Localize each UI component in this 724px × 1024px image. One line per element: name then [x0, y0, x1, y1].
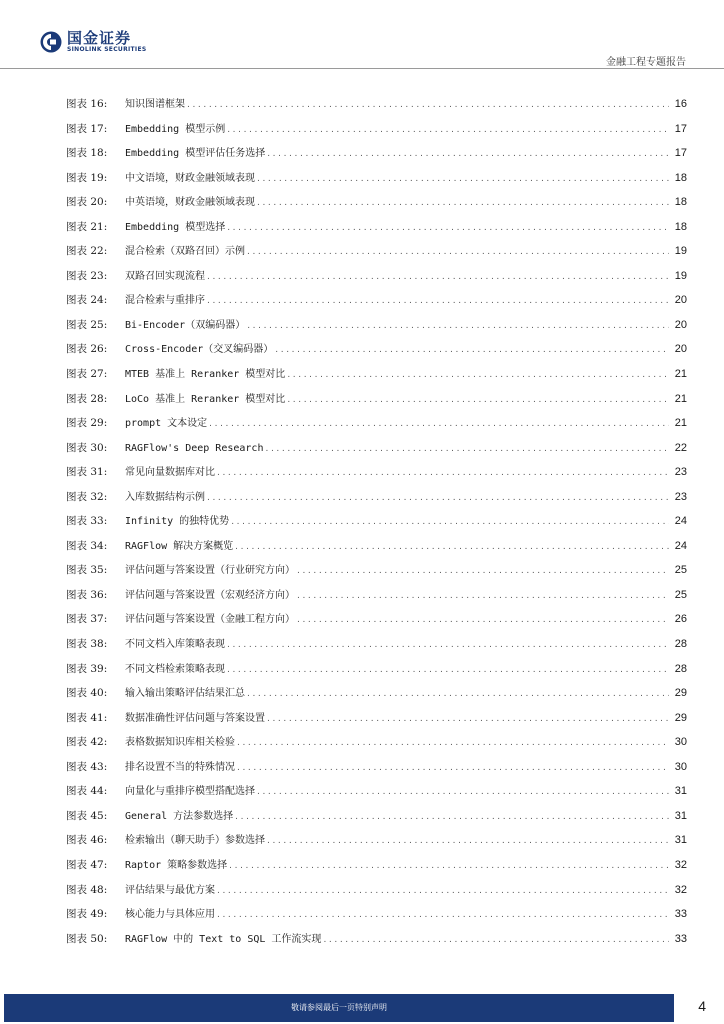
toc-entry-page: 28: [674, 662, 687, 675]
sinolink-logo-icon: [40, 31, 62, 53]
toc-entry-label: 图表 43:: [66, 760, 108, 773]
toc-entry-label: 图表 48:: [66, 883, 108, 896]
toc-entry[interactable]: [66, 485, 687, 510]
toc-entry-label: 图表 40:: [66, 687, 108, 700]
toc-entry-title[interactable]: 评估结果与最优方案: [125, 884, 215, 896]
toc-entry-label: 图表 33:: [66, 515, 108, 528]
toc-leader-dots: [323, 928, 669, 953]
toc-entry-label: 图表 30:: [66, 441, 108, 454]
toc-entry-label: 图表 31:: [66, 466, 108, 479]
toc-entry[interactable]: [66, 853, 687, 878]
toc-leader-dots: [257, 167, 669, 192]
toc-entry-page: 31: [674, 809, 687, 822]
toc-entry[interactable]: [66, 215, 687, 240]
toc-entry-page: 26: [674, 613, 687, 626]
toc-entry-title[interactable]: 核心能力与具体应用: [125, 909, 215, 921]
toc-entry-title[interactable]: LoCo 基准上 Reranker 模型对比: [125, 393, 286, 405]
toc-entry-label: 图表 17:: [66, 122, 108, 135]
toc-entry-page: 20: [674, 343, 687, 356]
toc-leader-dots: [235, 805, 669, 830]
toc-entry-page: 30: [674, 736, 687, 749]
toc-entry-label: 图表 29:: [66, 417, 108, 430]
toc-entry-title[interactable]: 混合检索（双路召回）示例: [125, 246, 245, 258]
toc-entry[interactable]: [66, 190, 687, 215]
toc-leader-dots: [227, 658, 669, 683]
toc-entry-title[interactable]: 数据准确性评估问题与答案设置: [125, 712, 265, 724]
toc-entry-title[interactable]: 评估问题与答案设置（行业研究方向）: [125, 565, 295, 577]
toc-entry[interactable]: [66, 288, 687, 313]
toc-entry[interactable]: [66, 902, 687, 927]
toc-entry[interactable]: [66, 828, 687, 853]
toc-entry-title[interactable]: RAGFlow 中的 Text to SQL 工作流实现: [125, 933, 322, 945]
toc-leader-dots: [237, 756, 669, 781]
toc-entry[interactable]: [66, 436, 687, 461]
toc-entry-page: 18: [674, 171, 687, 184]
toc-entry-label: 图表 26:: [66, 343, 108, 356]
toc-entry[interactable]: [66, 804, 687, 829]
toc-entry-page: 24: [674, 515, 687, 528]
table-of-figures: [66, 92, 687, 951]
toc-entry-page: 33: [674, 932, 687, 945]
toc-entry-label: 图表 36:: [66, 588, 108, 601]
toc-entry-page: 19: [674, 269, 687, 282]
toc-entry[interactable]: [66, 607, 687, 632]
toc-leader-dots: [235, 535, 669, 560]
toc-entry-label: 图表 38:: [66, 638, 108, 651]
logo-english-name: SINOLINK SECURITIES: [67, 46, 147, 53]
toc-entry-page: 17: [674, 122, 687, 135]
toc-leader-dots: [217, 461, 669, 486]
toc-leader-dots: [187, 93, 669, 118]
toc-leader-dots: [227, 118, 669, 143]
toc-entry-title[interactable]: 评估问题与答案设置（金融工程方向）: [125, 614, 295, 626]
toc-leader-dots: [257, 191, 669, 216]
toc-leader-dots: [287, 388, 669, 413]
toc-entry-label: 图表 27:: [66, 368, 108, 381]
toc-entry-label: 图表 50:: [66, 932, 108, 945]
toc-entry-title[interactable]: 中文语境，财政金融领域表现: [125, 172, 255, 184]
toc-entry[interactable]: [66, 141, 687, 166]
toc-entry-page: 29: [674, 687, 687, 700]
toc-entry-title[interactable]: 排名设置不当的特殊情况: [125, 761, 235, 773]
toc-entry-page: 20: [674, 294, 687, 307]
toc-entry-label: 图表 37:: [66, 613, 108, 626]
toc-entry-page: 31: [674, 834, 687, 847]
toc-entry-title[interactable]: 入库数据结构示例: [125, 491, 205, 503]
toc-entry-page: 23: [674, 466, 687, 479]
toc-leader-dots: [247, 682, 669, 707]
toc-entry[interactable]: [66, 362, 687, 387]
toc-leader-dots: [267, 829, 669, 854]
toc-entry-label: 图表 28:: [66, 392, 108, 405]
toc-entry-title[interactable]: General 方法参数选择: [125, 810, 234, 822]
toc-leader-dots: [267, 142, 669, 167]
toc-entry-page: 30: [674, 760, 687, 773]
toc-entry-page: 28: [674, 638, 687, 651]
toc-leader-dots: [265, 437, 669, 462]
toc-entry-page: 31: [674, 785, 687, 798]
toc-entry-label: 图表 34:: [66, 539, 108, 552]
toc-entry-label: 图表 18:: [66, 147, 108, 160]
toc-entry-title[interactable]: Embedding 模型评估任务选择: [125, 148, 266, 160]
toc-entry[interactable]: [66, 755, 687, 780]
toc-entry-title[interactable]: Raptor 策略参数选择: [125, 859, 228, 871]
toc-entry-label: 图表 49:: [66, 908, 108, 921]
toc-leader-dots: [207, 289, 669, 314]
toc-entry-label: 图表 20:: [66, 196, 108, 209]
toc-entry[interactable]: [66, 534, 687, 559]
toc-entry-label: 图表 25:: [66, 318, 108, 331]
report-type-title: 金融工程专题报告: [606, 57, 686, 68]
toc-entry-label: 图表 39:: [66, 662, 108, 675]
toc-entry[interactable]: [66, 927, 687, 952]
toc-entry-label: 图表 22:: [66, 245, 108, 258]
toc-entry-page: 20: [674, 318, 687, 331]
toc-entry-title[interactable]: Embedding 模型选择: [125, 221, 226, 233]
toc-entry-title[interactable]: MTEB 基准上 Reranker 模型对比: [125, 369, 286, 381]
toc-entry-label: 图表 35:: [66, 564, 108, 577]
toc-entry-label: 图表 24:: [66, 294, 108, 307]
toc-leader-dots: [287, 363, 669, 388]
toc-entry-label: 图表 19:: [66, 171, 108, 184]
toc-entry-label: 图表 45:: [66, 809, 108, 822]
toc-entry[interactable]: [66, 411, 687, 436]
toc-entry[interactable]: [66, 878, 687, 903]
toc-entry-title[interactable]: Cross-Encoder（交叉编码器）: [125, 344, 274, 356]
toc-entry-title[interactable]: 中英语境，财政金融领域表现: [125, 197, 255, 209]
toc-entry-title[interactable]: Bi-Encoder（双编码器）: [125, 319, 246, 331]
toc-leader-dots: [207, 486, 669, 511]
toc-entry-title[interactable]: RAGFlow's Deep Research: [125, 442, 264, 454]
toc-entry-title[interactable]: RAGFlow 解决方案概览: [125, 540, 234, 552]
toc-entry-title[interactable]: prompt 文本设定: [125, 418, 208, 430]
toc-entry-title[interactable]: 检索输出（聊天助手）参数选择: [125, 835, 265, 847]
toc-leader-dots: [231, 510, 669, 535]
toc-entry[interactable]: [66, 264, 687, 289]
toc-entry-page: 32: [674, 858, 687, 871]
toc-entry-title[interactable]: 双路召回实现流程: [125, 270, 205, 282]
toc-entry-title[interactable]: 评估问题与答案设置（宏观经济方向）: [125, 589, 295, 601]
toc-entry-label: 图表 44:: [66, 785, 108, 798]
footer-bar: [4, 994, 674, 1022]
toc-leader-dots: [207, 265, 669, 290]
toc-entry-title[interactable]: 表格数据知识库相关检验: [125, 737, 235, 749]
toc-entry-title[interactable]: 不同文档检索策略表现: [125, 663, 225, 675]
toc-entry-title[interactable]: 知识图谱框架: [125, 99, 185, 110]
toc-entry-page: 16: [674, 98, 687, 110]
toc-leader-dots: [217, 879, 669, 904]
toc-entry[interactable]: [66, 558, 687, 583]
footer-disclaimer: 敬请参阅最后一页特别声明: [291, 1003, 387, 1012]
toc-entry[interactable]: [66, 313, 687, 338]
toc-leader-dots: [237, 731, 669, 756]
toc-entry-page: 21: [674, 392, 687, 405]
toc-leader-dots: [247, 240, 669, 265]
toc-entry-page: 18: [674, 196, 687, 209]
toc-entry-page: 25: [674, 564, 687, 577]
toc-entry-page: 23: [674, 490, 687, 503]
toc-entry-title[interactable]: 常见向量数据库对比: [125, 467, 215, 479]
toc-entry-page: 25: [674, 588, 687, 601]
toc-leader-dots: [297, 559, 669, 584]
toc-leader-dots: [297, 584, 669, 609]
toc-entry[interactable]: [66, 657, 687, 682]
toc-entry[interactable]: [66, 509, 687, 534]
toc-entry[interactable]: [66, 337, 687, 362]
toc-entry-label: 图表 23:: [66, 269, 108, 282]
toc-entry[interactable]: [66, 166, 687, 191]
toc-entry[interactable]: [66, 387, 687, 412]
toc-entry-label: 图表 32:: [66, 490, 108, 503]
toc-entry[interactable]: [66, 632, 687, 657]
toc-leader-dots: [275, 338, 669, 363]
toc-entry-label: 图表 42:: [66, 736, 108, 749]
toc-entry[interactable]: [66, 92, 687, 117]
toc-entry[interactable]: [66, 779, 687, 804]
toc-entry[interactable]: [66, 730, 687, 755]
toc-leader-dots: [227, 216, 669, 241]
toc-entry-label: 图表 46:: [66, 834, 108, 847]
toc-entry-label: 图表 47:: [66, 858, 108, 871]
toc-entry[interactable]: [66, 706, 687, 731]
toc-entry-page: 21: [674, 417, 687, 430]
toc-entry-page: 33: [674, 908, 687, 921]
toc-leader-dots: [227, 633, 669, 658]
toc-leader-dots: [257, 780, 669, 805]
toc-entry-page: 18: [674, 220, 687, 233]
toc-leader-dots: [247, 314, 669, 339]
page-number: 4: [698, 998, 706, 1014]
logo-chinese-name: 国金证券: [67, 29, 132, 47]
toc-entry-page: 17: [674, 147, 687, 160]
toc-leader-dots: [209, 412, 669, 437]
toc-entry-page: 21: [674, 368, 687, 381]
header-divider: [0, 68, 724, 69]
toc-entry-page: 29: [674, 711, 687, 724]
toc-entry-title[interactable]: 混合检索与重排序: [125, 295, 205, 307]
toc-entry[interactable]: [66, 117, 687, 142]
toc-entry-title[interactable]: Embedding 模型示例: [125, 123, 226, 135]
toc-entry-title[interactable]: 向量化与重排序模型搭配选择: [125, 786, 255, 798]
toc-entry-page: 22: [674, 441, 687, 454]
toc-entry-page: 32: [674, 883, 687, 896]
toc-leader-dots: [217, 903, 669, 928]
toc-entry[interactable]: [66, 460, 687, 485]
toc-entry-page: 19: [674, 245, 687, 258]
toc-leader-dots: [267, 707, 669, 732]
toc-entry[interactable]: [66, 239, 687, 264]
toc-leader-dots: [229, 854, 669, 879]
toc-entry-title[interactable]: Infinity 的独特优势: [125, 516, 230, 528]
toc-entry-title[interactable]: 输入输出策略评估结果汇总: [125, 688, 245, 700]
toc-leader-dots: [297, 608, 669, 633]
toc-entry-page: 24: [674, 539, 687, 552]
toc-entry[interactable]: [66, 583, 687, 608]
toc-entry-label: 图表 21:: [66, 220, 108, 233]
toc-entry-label: 图表 41:: [66, 711, 108, 724]
toc-entry[interactable]: [66, 681, 687, 706]
toc-entry-title[interactable]: 不同文档入库策略表现: [125, 639, 225, 651]
toc-entry-label: 图表 16:: [66, 98, 108, 110]
